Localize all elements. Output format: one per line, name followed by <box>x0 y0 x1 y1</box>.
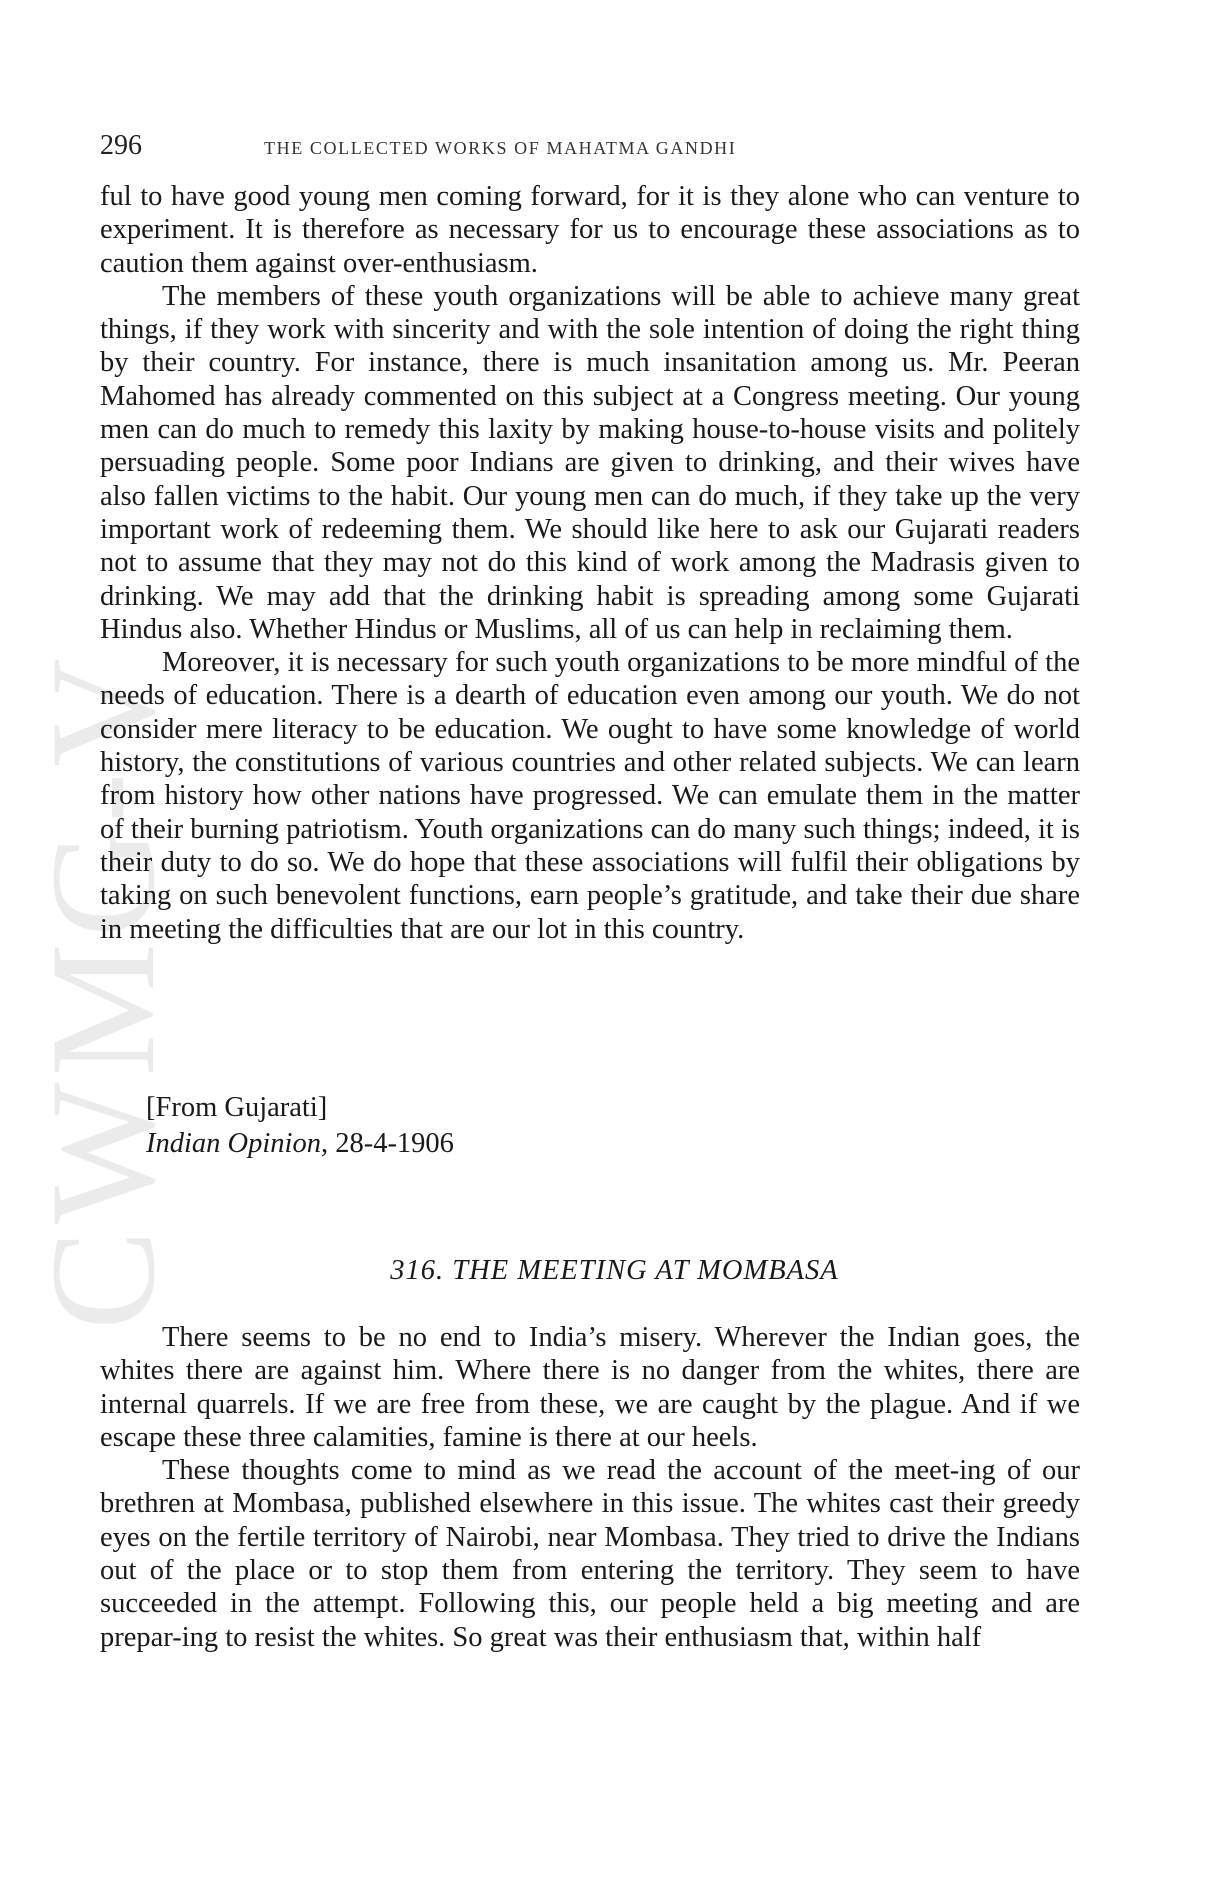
page-number: 296 <box>100 130 142 161</box>
citation-title: Indian Opinion <box>146 1128 321 1159</box>
citation-date: , 28-4-1906 <box>320 1128 454 1159</box>
paragraph: Moreover, it is necessary for such youth organizations to be more mindful of the needs of education. There is a dearth of education even among our youth. We do not consider mere literacy to be education. We ought to have some knowledge of world history, the constitutions of various countries and other related subjects. We can learn from history how other nations have progressed. We can emulate them in the matter of their burning patriotism. Youth organizations can do many such things; indeed, it is their duty to do so. We do hope that these associations will fulfil their obligations by taking on such benevolent functions, earn people’s gratitude, and take their due share in meeting the difficulties that are our lot in this country. <box>100 647 1080 945</box>
paragraph: ful to have good young men coming forward, for it is they alone who can venture to experiment. It is therefore as necessary for us to encourage these associations as to caution them against over-enthusiasm. <box>100 181 1080 279</box>
paragraph: There seems to be no end to India’s misery. Wherever the Indian goes, the whites there are against him. Where there is no danger from the whites, there are internal quarrels. If we are free from these, we are caught by the plague. And if we escape these three calamities, famine is there at our heels. <box>100 1322 1080 1453</box>
article-heading: 316. THE MEETING AT MOMBASA <box>390 1255 839 1286</box>
paragraph: The members of these youth organizations will be able to achieve many great things, if they work with sincerity and with the sole intention of doing the right thing by their country. For instance, there is much insanitation among us. Mr. Peeran Mahomed has already commented on this subject at a Congress meeting. Our young men can do much to remedy this laxity by making house-to-house visits and politely persuading people. Some poor Indians are given to drinking, and their wives have also fallen victims to the habit. Our young men can do much, if they take up the very important work of redeeming them. We should like here to ask our Gujarati readers not to assume that they may not do this kind of work among the Madrasis given to drinking. We may add that the drinking habit is spreading among some Gujarati Hindus also. Whether Hindus or Muslims, all of us can help in reclaiming them. <box>100 280 1080 645</box>
page-header <box>100 130 1080 162</box>
running-head: THE COLLECTED WORKS OF MAHATMA GANDHI <box>264 138 737 158</box>
source-citation <box>146 1090 454 1162</box>
section-1-body <box>100 180 1080 946</box>
section-2-body <box>100 1321 1080 1654</box>
citation <box>146 1126 454 1162</box>
watermark: CWMG-V <box>20 652 186 1330</box>
paragraph: These thoughts come to mind as we read the account of the meet-ing of our brethren at Mombasa, published elsewhere in this issue. The whites cast their greedy eyes on the fertile territory of Nairobi, near Mombasa. They tried to drive the Indians out of the place or to stop them from entering the territory. They seem to have succeeded in the attempt. Following this, our people held a big meeting and are prepar-ing to resist the whites. So great was their enthusiasm that, within half <box>100 1455 1080 1653</box>
source-note: [From Gujarati] <box>146 1092 328 1123</box>
